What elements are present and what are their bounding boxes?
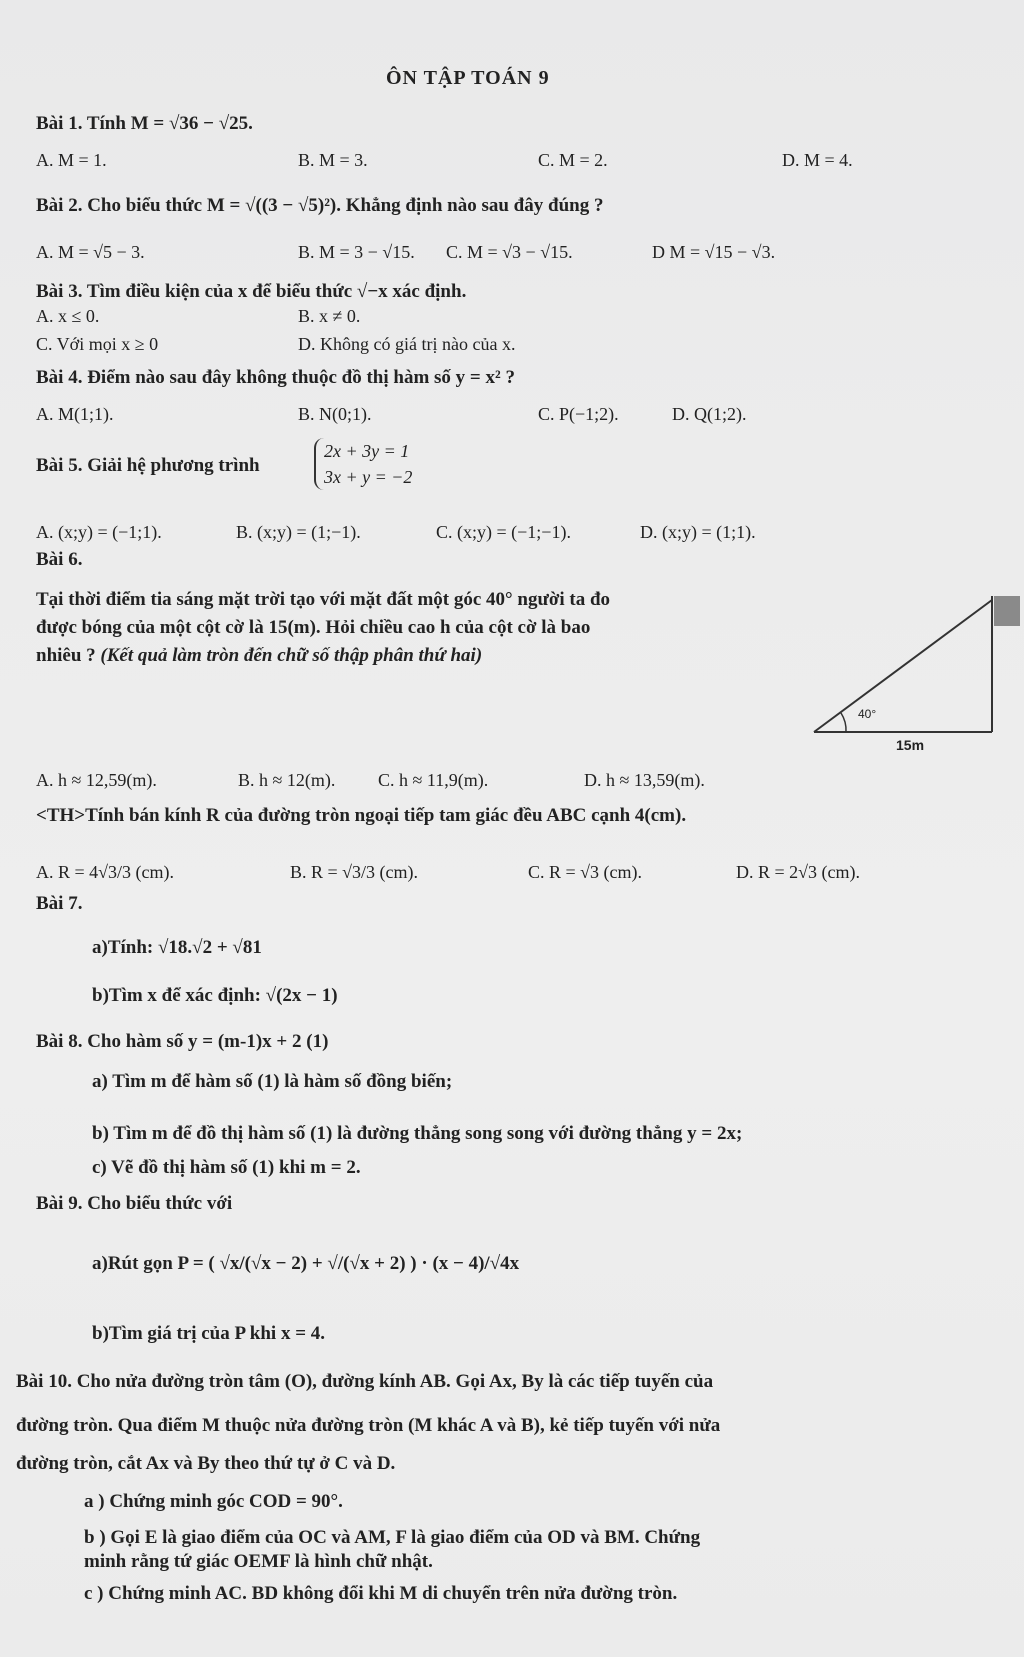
q2-option-c: C. M = √3 − √15. — [446, 242, 573, 262]
question-8-part-c: c) Vẽ đồ thị hàm số (1) khi m = 2. — [92, 1157, 361, 1178]
question-8-part-b: b) Tìm m để đồ thị hàm số (1) là đường thẳng song song với đường thẳng y = 2x; — [92, 1123, 743, 1144]
q2-option-d: D M = √15 − √3. — [652, 242, 776, 262]
question-10-line-3: đường tròn, cắt Ax và By theo thứ tự ở C và D. — [16, 1453, 396, 1474]
equation-system — [314, 438, 412, 490]
question-6-line-3 — [36, 644, 482, 668]
q4-option-a: A. M(1;1). — [36, 404, 114, 424]
th-option-d: D. R = 2√3 (cm). — [736, 862, 861, 882]
q3-option-d: D. Không có giá trị nào của x. — [298, 334, 516, 354]
q4-option-c: C. P(−1;2). — [538, 404, 619, 424]
question-6-heading: Bài 6. — [36, 549, 83, 570]
question-1-stem: Bài 1. Tính M = √36 − √25. — [36, 113, 253, 134]
q6-option-b: B. h ≈ 12(m). — [238, 770, 336, 790]
q6-option-a: A. h ≈ 12,59(m). — [36, 770, 157, 790]
angle-label: 40° — [858, 707, 877, 721]
q5-option-a: A. (x;y) = (−1;1). — [36, 522, 162, 542]
q3-option-c: C. Với mọi x ≥ 0 — [36, 334, 159, 354]
question-3-stem: Bài 3. Tìm điều kiện của x để biểu thức √−x xác định. — [36, 281, 467, 302]
rounding-note: (Kết quả làm tròn đến chữ số thập phân thứ hai) — [100, 645, 483, 666]
question-7-part-b: b)Tìm x để xác định: √(2x − 1) — [92, 985, 338, 1006]
q1-option-b: B. M = 3. — [298, 150, 368, 170]
th-option-b: B. R = √3/3 (cm). — [290, 862, 419, 882]
flagpole-figure — [800, 592, 1024, 754]
q1-option-c: C. M = 2. — [538, 150, 608, 170]
question-2-stem: Bài 2. Cho biểu thức M = √((3 − √5)²). Khẳng định nào sau đây đúng ? — [36, 195, 604, 216]
q6-option-c: C. h ≈ 11,9(m). — [378, 770, 489, 790]
base-label: 15m — [896, 737, 925, 753]
q2-option-a: A. M = √5 − 3. — [36, 242, 145, 262]
q6-option-d: D. h ≈ 13,59(m). — [584, 770, 705, 790]
q5-option-b: B. (x;y) = (1;−1). — [236, 522, 361, 542]
angle-arc — [841, 713, 846, 732]
question-4-stem: Bài 4. Điểm nào sau đây không thuộc đồ thị hàm số y = x² ? — [36, 367, 515, 388]
q1-option-a: A. M = 1. — [36, 150, 107, 170]
question-9-heading: Bài 9. Cho biểu thức với — [36, 1193, 233, 1214]
q5-option-c: C. (x;y) = (−1;−1). — [436, 522, 571, 542]
q5-option-d: D. (x;y) = (1;1). — [640, 522, 756, 542]
q3-option-a: A. x ≤ 0. — [36, 306, 100, 326]
question-10-line-1: Bài 10. Cho nửa đường tròn tâm (O), đường kính AB. Gọi Ax, By là các tiếp tuyến của — [16, 1371, 714, 1392]
question-10-part-a: a ) Chứng minh góc COD = 90°. — [84, 1491, 343, 1512]
question-5-stem: Bài 5. Giải hệ phương trình — [36, 455, 260, 476]
page-title: ÔN TẬP TOÁN 9 — [386, 67, 550, 89]
q1-option-d: D. M = 4. — [782, 150, 853, 170]
th-question-stem: <TH>Tính bán kính R của đường tròn ngoại tiếp tam giác đều ABC cạnh 4(cm). — [36, 805, 687, 826]
question-7-part-a: a)Tính: √18.√2 + √81 — [92, 937, 262, 958]
question-9-part-b: b)Tìm giá trị của P khi x = 4. — [92, 1323, 326, 1344]
question-8-heading: Bài 8. Cho hàm số y = (m-1)x + 2 (1) — [36, 1031, 329, 1052]
q4-option-b: B. N(0;1). — [298, 404, 372, 424]
q2-option-b: B. M = 3 − √15. — [298, 242, 415, 262]
question-10-part-c: c ) Chứng minh AC. BD không đổi khi M di chuyển trên nửa đường tròn. — [84, 1583, 678, 1604]
question-7-heading: Bài 7. — [36, 893, 83, 914]
question-9-part-a: a)Rút gọn P = ( √x/(√x − 2) + √/(√x + 2) ) · (x − 4)/√4x — [92, 1253, 520, 1274]
question-10-line-2: đường tròn. Qua điểm M thuộc nửa đường tròn (M khác A và B), kẻ tiếp tuyến với nửa — [16, 1415, 721, 1436]
th-option-a: A. R = 4√3/3 (cm). — [36, 862, 175, 882]
q4-option-d: D. Q(1;2). — [672, 404, 747, 424]
sunray-line — [814, 600, 992, 732]
question-10-part-b-line-1: b ) Gọi E là giao điểm của OC và AM, F là giao điểm của OD và BM. Chứng — [84, 1527, 701, 1548]
question-8-part-a: a) Tìm m để hàm số (1) là hàm số đồng biến; — [92, 1071, 453, 1092]
question-6-line-1: Tại thời điểm tia sáng mặt trời tạo với mặt đất một góc 40° người ta đo — [36, 589, 611, 610]
equation-1: 2x + 3y = 1 — [324, 441, 410, 461]
question-6-line-3-text: nhiêu ? — [36, 645, 101, 666]
question-10-part-b-line-2: minh rằng tứ giác OEMF là hình chữ nhật. — [84, 1551, 433, 1572]
q3-option-b: B. x ≠ 0. — [298, 306, 361, 326]
question-6-line-2: được bóng của một cột cờ là 15(m). Hỏi chiều cao h của cột cờ là bao — [36, 617, 591, 638]
th-option-c: C. R = √3 (cm). — [528, 862, 643, 882]
equation-2: 3x + y = −2 — [324, 467, 413, 487]
flag-shape — [994, 596, 1020, 626]
